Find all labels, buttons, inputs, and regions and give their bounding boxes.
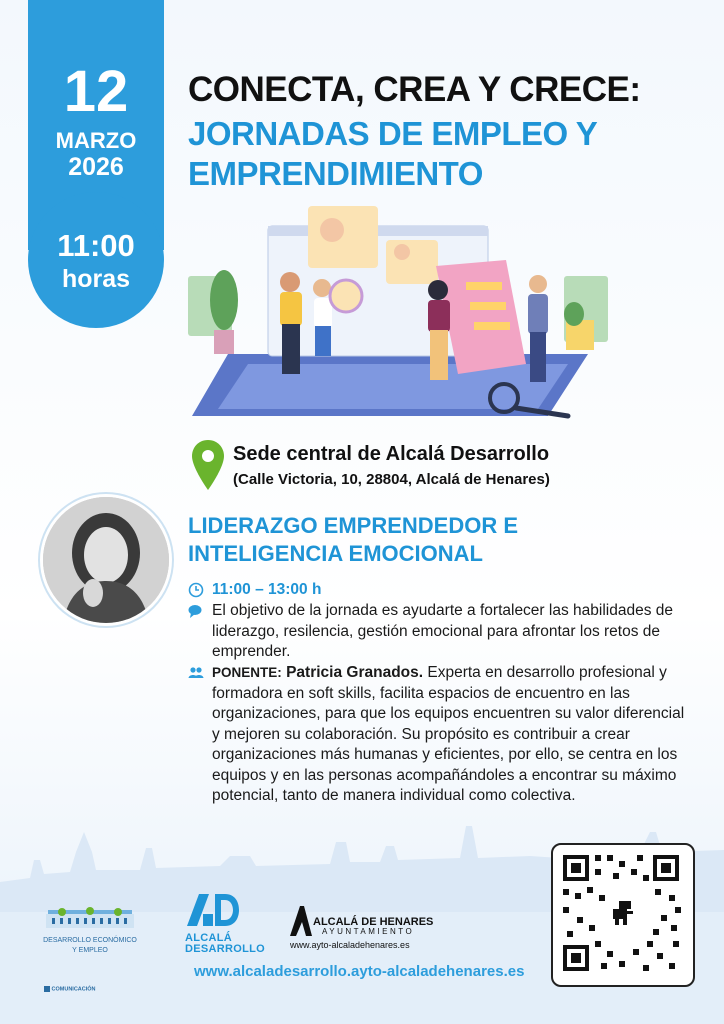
- description-row: [188, 601, 688, 663]
- ayto-logo-url: www.ayto-alcaladehenares.es: [290, 940, 410, 950]
- speaker-info: [212, 663, 688, 807]
- desarrollo-logo-line2: Y EMPLEO: [72, 947, 108, 954]
- talk-title: LIDERAZGO EMPRENDEDOR E INTELIGENCIA EMOCIONAL: [188, 513, 519, 566]
- people-icon: [188, 665, 204, 681]
- ayto-logo-subtitle: AYUNTAMIENTO: [322, 927, 415, 936]
- speaker-row: [188, 663, 688, 828]
- speaker-photo: [40, 494, 172, 626]
- alcala-logo-line2: DESARROLLO: [185, 943, 265, 955]
- venue-name: Sede central de Alcalá Desarrollo: [233, 443, 550, 465]
- event-subtitle: JORNADAS DE EMPLEO Y EMPRENDIMIENTO: [188, 115, 597, 192]
- date-month: MARZO: [55, 128, 137, 153]
- qr-code[interactable]: [551, 843, 695, 987]
- location-pin-icon: [190, 438, 226, 492]
- clock-icon: [188, 582, 204, 598]
- venue-address: (Calle Victoria, 10, 28804, Alcalá de Henares): [233, 471, 550, 488]
- date-year: 2026: [68, 153, 124, 181]
- alcala-logo-line1: ALCALÁ: [185, 932, 233, 944]
- date-day: 12: [63, 59, 129, 124]
- time-unit: horas: [61, 265, 131, 293]
- ayuntamiento-logo: [288, 902, 434, 952]
- time-hour: 11:00: [57, 228, 135, 263]
- desarrollo-logo-line1: DESARROLLO ECONÓMICO: [43, 937, 137, 944]
- schedule-row: [188, 580, 688, 602]
- speaker-name: Patricia Granados.: [286, 664, 424, 681]
- dinosaur-icon: [609, 897, 635, 927]
- hero-illustration: [188, 204, 614, 420]
- comunicacion-label: [44, 986, 96, 992]
- speaker-label: PONENTE:: [212, 665, 282, 680]
- alcala-desarrollo-logo: [185, 892, 265, 955]
- talk-schedule: 11:00 – 13:00 h: [212, 581, 322, 598]
- desarrollo-economico-logo: [42, 904, 138, 955]
- ayto-logo-title: ALCALÁ DE HENARES: [313, 916, 434, 928]
- chat-icon: [188, 603, 204, 619]
- comunicacion-text: COMUNICACIÓN: [51, 986, 96, 993]
- comunicacion-icon: [44, 986, 50, 992]
- speaker-bio: Experta en desarrollo profesional y formadora en soft skills, facilita espacios de encuentro en las organizaciones, para que los equipos encuentren su valor diferencial y mejoren su colaboración. Su propósito es contribuir a crear organizaciones más humanas y eficientes, por ello, se centra en los equipos y en las personas acompañándoles a encontrar su máximo potencial, tanto de manera individual como colectiva.: [212, 664, 685, 804]
- event-title: CONECTA, CREA Y CRECE:: [188, 70, 641, 109]
- talk-description: El objetivo de la jornada es ayudarte a fortalecer las habilidades de liderazgo, resilencia, gestión emocional para afrontar los retos de emprender.: [212, 602, 673, 660]
- website-link[interactable]: www.alcaladesarrollo.ayto-alcaladehenares.es: [194, 963, 525, 980]
